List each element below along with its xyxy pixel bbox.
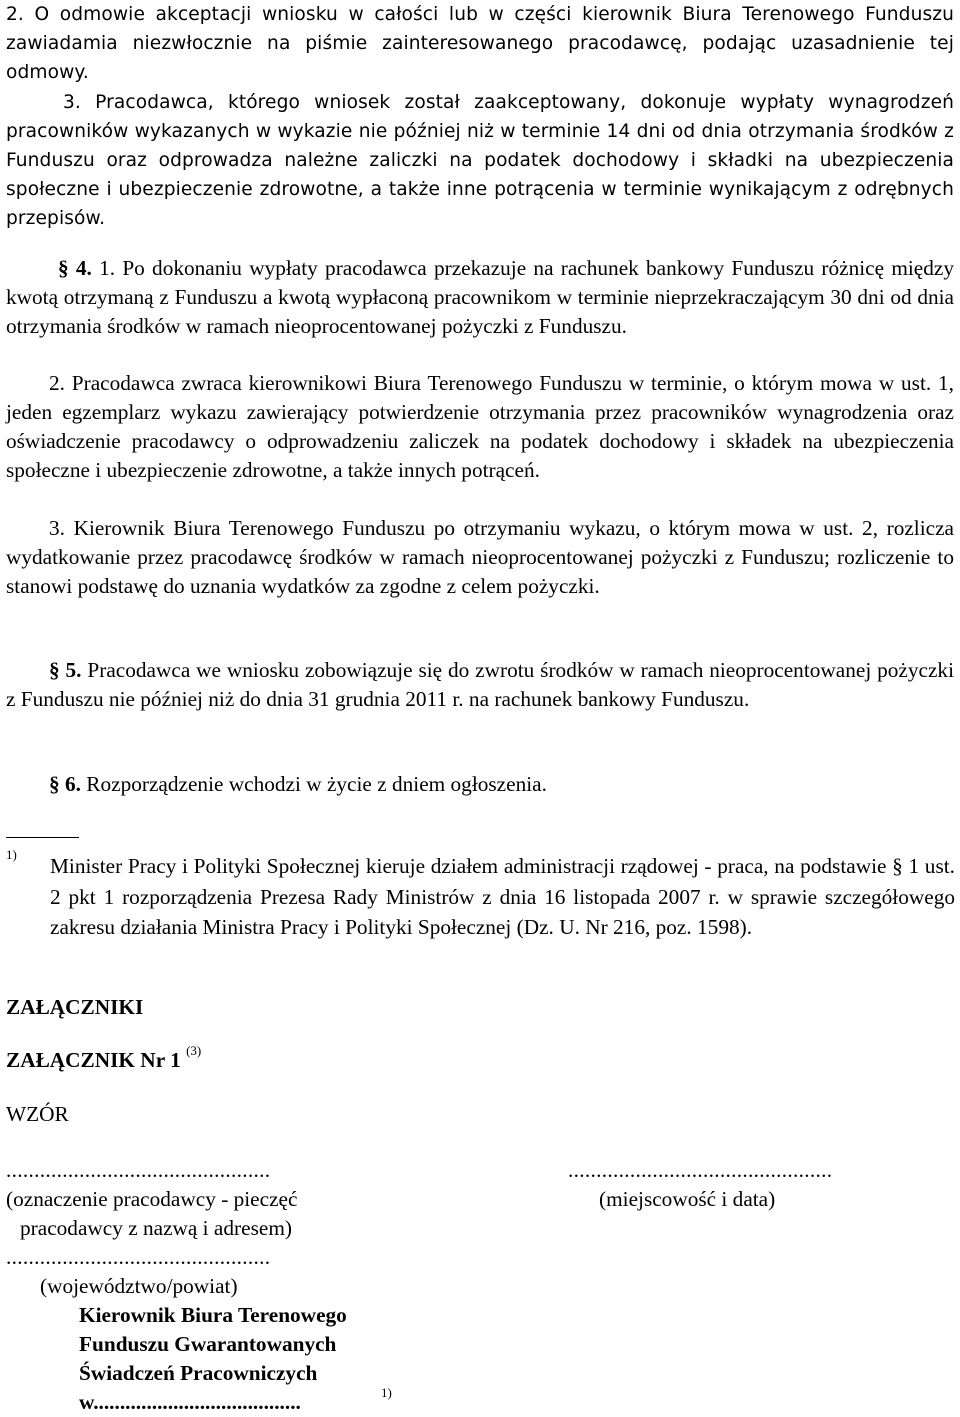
addressee-line2: Funduszu Gwarantowanych <box>79 1332 337 1356</box>
annex-title-text: ZAŁĄCZNIK Nr 1 <box>6 1048 181 1072</box>
employer-dots: ............................................... <box>6 1158 271 1182</box>
paragraph-4-2-text: 2. Pracodawca zwraca kierownikowi Biura Terenowego Funduszu w terminie, o którym mowa w ust. 1, jeden egzemplarz wykazu zawierający potwierdzenie otrzymania przez pracowników wynagrodzenia oraz oświadczenie pracodawcy o odprowadzeniu zaliczek na podatek dochodowy i składek na ubezpieczenia społeczne i ubezpieczenie zdrowotne, a także innych potrąceń. <box>6 371 954 482</box>
paragraph-4-1-text: 1. Po dokonaniu wypłaty pracodawca przekazuje na rachunek bankowy Funduszu różnicę między kwotą otrzymaną z Funduszu a kwotą wypłaconą pracownikom w terminie nieprzekraczającym 30 dni od dnia otrzymania środków w ramach nieoprocentowanej pożyczki z Funduszu. <box>6 256 955 338</box>
employer-label-line1: (oznaczenie pracodawcy - pieczęć <box>6 1187 298 1211</box>
annex-title <box>6 1043 202 1075</box>
paragraph-5-text: Pracodawca we wniosku zobowiązuje się do zwrotu środków w ramach nieoprocentowanej pożyczki z Funduszu nie później niż do dnia 31 grudnia 2011 r. na rachunek bankowy Funduszu. <box>6 658 954 711</box>
paragraph-3-2: 2. O odmowie akceptacji wniosku w całości lub w części kierownik Biura Terenowego Funduszu zawiadamia niezwłocznie na piśmie zainteresowanego pracodawcę, podając uzasadnienie tej odmowy. <box>6 4 954 83</box>
paragraph-6-text: Rozporządzenie wchodzi w życie z dniem ogłoszenia. <box>86 772 547 796</box>
paragraph-5 <box>6 656 954 714</box>
employer-label-line2: pracodawcy z nazwą i adresem) <box>20 1216 292 1240</box>
paragraph-4-3-text: 3. Kierownik Biura Terenowego Funduszu po otrzymaniu wykazu, o którym mowa w ust. 2, rozlicza wydatkowanie przez pracodawcę środków w ramach nieoprocentowanej pożyczki z Funduszu; rozliczenie to stanowi podstawę do uznania wydatków za zgodne z celem pożyczki. <box>6 516 954 598</box>
addressee-line4: w....................................... <box>79 1390 301 1414</box>
region-label: (województwo/powiat) <box>40 1274 238 1298</box>
addressee-line1: Kierownik Biura Terenowego <box>79 1303 347 1327</box>
footnote-text: Minister Pracy i Polityki Społecznej kieruje działem administracji rządowej - praca, na podstawie § 1 ust. 2 pkt 1 rozporządzenia Prezesa Rady Ministrów z dnia 16 listopada 2007 r. w sprawie szczegółowego zakresu działania Ministra Pracy i Polityki Społecznej (Dz. U. Nr 216, poz. 1598). <box>50 854 955 939</box>
section-4-heading: § 4. <box>58 256 92 280</box>
attachments-title: ZAŁĄCZNIKI <box>6 995 144 1019</box>
addressee-line3: Świadczeń Pracowniczych <box>79 1361 318 1385</box>
place-dots: ............................................... <box>568 1158 833 1182</box>
footnote-divider <box>6 837 79 838</box>
paragraph-4-1 <box>6 254 954 341</box>
region-dots: ............................................... <box>6 1245 271 1269</box>
section-6-heading: § 6. <box>49 772 81 796</box>
paragraph-3-3-text: 3. Pracodawca, którego wniosek został zaakceptowany, dokonuje wypłaty wynagrodzeń pracowników wykazanych w wykazie nie później niż w terminie 14 dni od dnia otrzymania środków z Funduszu oraz odprowadza należne zaliczki na podatek dochodowy i składki na ubezpieczenia społeczne i ubezpieczenie zdrowotne, a także inne potrącenia w terminie wynikającym z odrębnych przepisów. <box>6 92 954 229</box>
annex-ref: (3) <box>186 1043 202 1058</box>
form-label: WZÓR <box>6 1102 69 1126</box>
place-label: (miejscowość i data) <box>599 1187 776 1211</box>
footnote-mark: 1) <box>6 847 17 862</box>
paragraph-3-3 <box>6 88 954 233</box>
addressee-ref: 1) <box>381 1385 392 1400</box>
section-5-heading: § 5. <box>49 658 82 682</box>
paragraph-6 <box>6 770 954 799</box>
paragraph-4-3 <box>6 514 954 601</box>
paragraph-4-2 <box>6 369 954 485</box>
